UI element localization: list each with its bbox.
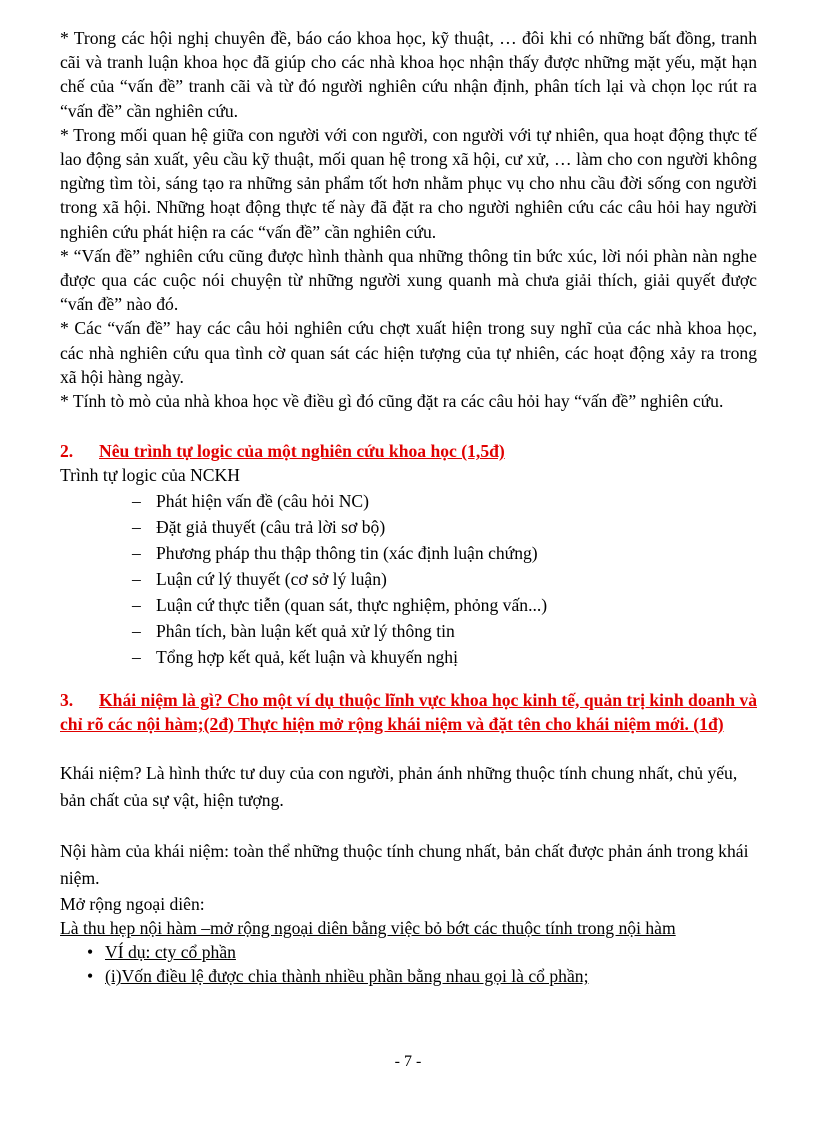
list-item-text: Phân tích, bàn luận kết quả xử lý thông tin (156, 620, 455, 641)
paragraph-conferences: * Trong các hội nghị chuyên đề, báo cáo khoa học, kỹ thuật, … đôi khi có những bất đồng, tranh cãi và tranh luận khoa học đã giúp cho các nhà khoa học nhận thấy được những mặt yếu, mặt hạn chế của “vấn đề” tranh cãi và từ đó người nghiên cứu nhận định, phân tích lại và chọn lọc rút ra “vấn đề” cần nghiên cứu. (60, 28, 757, 121)
list-item (132, 618, 757, 644)
list-item (132, 566, 757, 592)
dash-bullet-icon: – (132, 594, 141, 615)
list-item-text: (i)Vốn điều lệ được chia thành nhiều phần bằng nhau gọi là cổ phần; (105, 966, 589, 987)
section-2-number: 2. (60, 441, 74, 462)
paragraph-complaints: * “Vấn đề” nghiên cứu cũng được hình thành qua những thông tin bức xúc, lời nói phàn nàn nghe được qua các cuộc nói chuyện từ những người xung quanh mà chưa giải thích, giải quyết được “vấn đề” nào đó. (60, 245, 757, 315)
document-page (60, 26, 757, 988)
dash-bullet-icon: – (132, 568, 141, 589)
list-item-text: Phương pháp thu thập thông tin (xác định luận chứng) (156, 542, 538, 563)
list-item (132, 514, 757, 540)
list-item-text: Đặt giả thuyết (câu trả lời sơ bộ) (156, 516, 386, 537)
section-2-heading (60, 439, 757, 463)
paragraph-human-relations: * Trong mối quan hệ giữa con người với con người, con người với tự nhiên, qua hoạt động thực tế lao động sản xuất, yêu cầu kỹ thuật, mối quan hệ trong xã hội, cư xử, … làm cho con người không ngừng tìm tòi, sáng tạo ra những sản phẩm tốt hơn nhằm phục vụ cho nhu cầu đời sống con người trong xã hội. Những hoạt động thực tế này đã đặt ra cho người nghiên cứu các câu hỏi hay người nghiên cứu phát hiện ra các “vấn đề” cần nghiên cứu. (60, 124, 757, 242)
list-item-text: Luận cứ thực tiễn (quan sát, thực nghiệm, phỏng vấn...) (156, 594, 548, 615)
list-item (132, 488, 757, 514)
dash-bullet-icon: – (132, 490, 141, 511)
list-item-text: Luận cứ lý thuyết (cơ sở lý luận) (156, 568, 387, 589)
concept-definition: Khái niệm? Là hình thức tư duy của con người, phản ánh những thuộc tính chung nhất, chủ yếu, bản chất của sự vật, hiện tượng. (60, 763, 738, 811)
extension-description: Là thu hẹp nội hàm –mở rộng ngoại diên bằng việc bỏ bớt các thuộc tính trong nội hàm (60, 918, 676, 939)
dash-bullet-icon: – (132, 620, 141, 641)
list-item-text: Phát hiện vấn đề (câu hỏi NC) (156, 490, 370, 511)
extension-label: Mở rộng ngoại diên: (60, 894, 205, 915)
logic-sequence-list (60, 488, 757, 670)
list-item (87, 964, 757, 988)
example-bullet-list (60, 940, 757, 988)
dash-bullet-icon: – (132, 542, 141, 563)
list-item (132, 592, 757, 618)
bullet-icon: • (87, 942, 94, 963)
bullet-icon: • (87, 966, 94, 987)
list-item (132, 540, 757, 566)
list-item-text: VÍ dụ: cty cổ phần (105, 942, 236, 963)
section-3-title: Khái niệm là gì? Cho một ví dụ thuộc lĩnh vực khoa học kinh tế, quản trị kinh doanh và chỉ rõ các nội hàm;(2đ) Thực hiện mở rộng khái niệm và đặt tên cho khái niệm mới. (1đ) (60, 689, 757, 734)
list-item-text: Tổng hợp kết quả, kết luận và khuyến nghị (156, 646, 458, 667)
dash-bullet-icon: – (132, 646, 141, 667)
list-item (87, 940, 757, 964)
paragraph-observation: * Các “vấn đề” hay các câu hỏi nghiên cứu chợt xuất hiện trong suy nghĩ của các nhà khoa học, các nhà nghiên cứu qua tình cờ quan sát các hiện tượng của tự nhiên, các hoạt động xảy ra trong xã hội hàng ngày. (60, 318, 757, 387)
dash-bullet-icon: – (132, 516, 141, 537)
section-2-title: Nêu trình tự logic của một nghiên cứu khoa học (1,5đ) (99, 441, 505, 462)
paragraph-curiosity: * Tính tò mò của nhà khoa học về điều gì đó cũng đặt ra các câu hỏi hay “vấn đề” nghiên cứu. (60, 391, 724, 412)
section-2-intro: Trình tự logic của NCKH (60, 465, 240, 486)
list-item (132, 644, 757, 670)
section-3-heading (60, 688, 757, 736)
page-number: - 7 - (394, 1053, 422, 1070)
concept-connotation: Nội hàm của khái niệm: toàn thể những thuộc tính chung nhất, bản chất được phản ánh trong khái niệm. (60, 841, 749, 889)
section-3-number: 3. (60, 689, 74, 710)
